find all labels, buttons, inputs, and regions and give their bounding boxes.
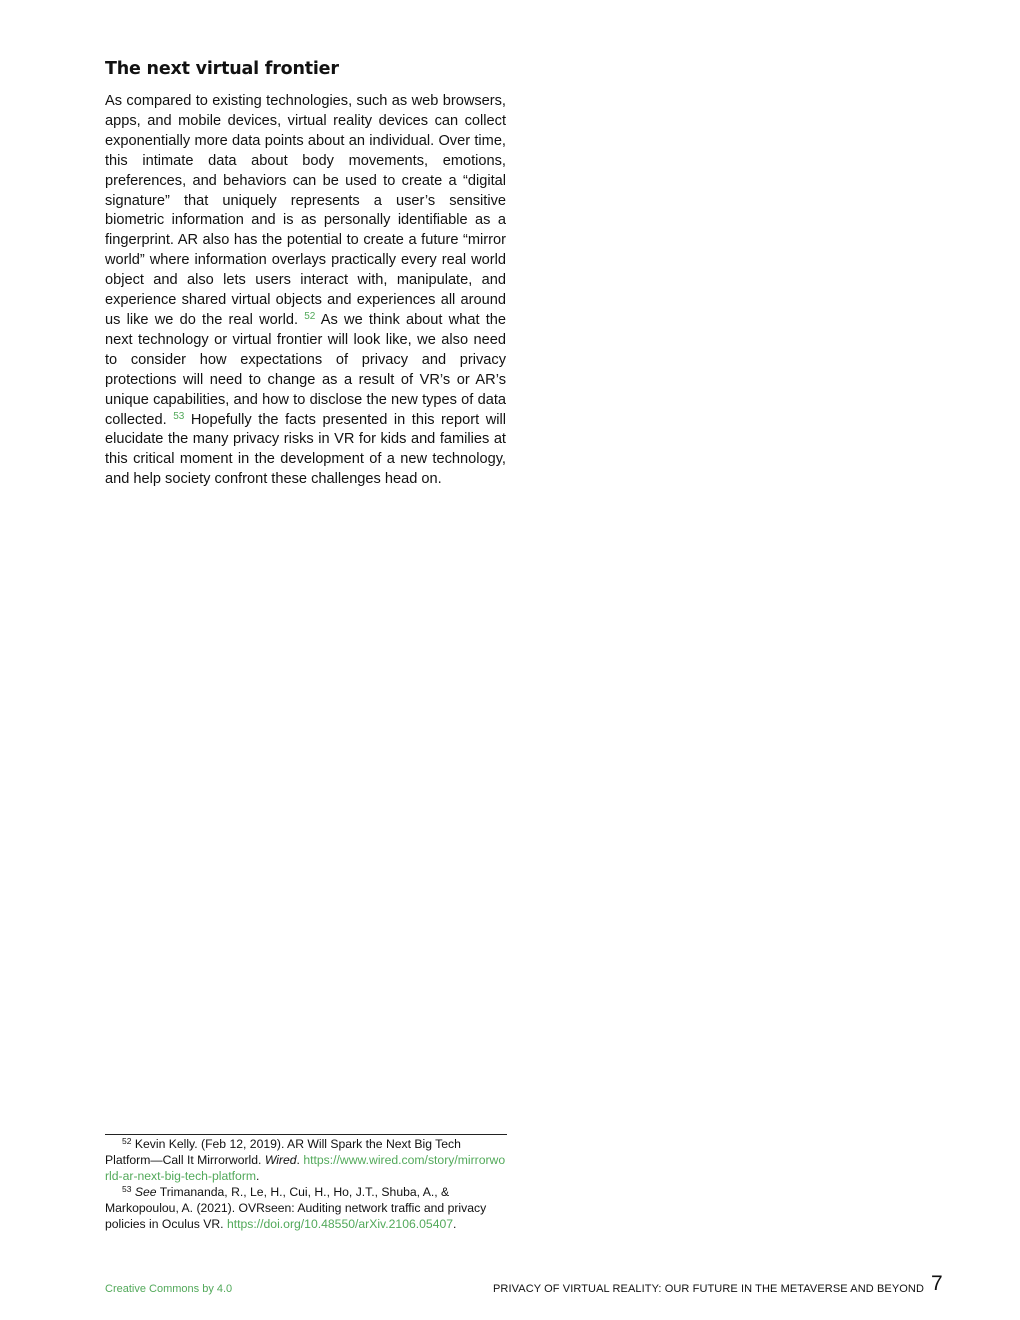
footnotes — [105, 1136, 507, 1232]
license-link[interactable]: Creative Commons by 4.0 — [105, 1283, 233, 1295]
body-text-part-2: As we think about what the next technology or virtual frontier will look like, we also need to consider how expectations of privacy and privacy protections will need to change as a result of VR’s or AR’s unique capabilities, and how to disclose the new types of data collected. — [105, 311, 507, 428]
running-title: PRIVACY OF VIRTUAL REALITY: OUR FUTURE IN THE METAVERSE AND BEYOND — [493, 1283, 924, 1295]
footnote-see: See — [134, 1185, 157, 1199]
footnote-52: $^{52}$ Kevin Kelly. (Feb 12, 2019). AR Will Spark the Next Big Tech Platform—Call It Mirrorworld. Wired. https://www.wired.com/story/mirrorworld-ar-next-big-tech-platform. — [105, 1136, 506, 1183]
footnote-ref-53[interactable]: 53 — [173, 410, 185, 422]
body-text-part-1: As compared to existing technologies, such as web browsers, apps, and mobile devices, virtual reality devices can collect exponentially more data points about an individual. Over time, this intimate data about body movements, emotions, preferences, and behaviors can be used to create a “digital signature” that uniquely represents a user’s sensitive biometric information and is as personally identifiable as a fingerprint. AR also has the potential to create a future “mirror world” where information overlays practically every real world object and also lets users interact with, manipulate, and experience shared virtual objects and experiences all around us like we do the real world. — [105, 93, 506, 328]
footnote-text: Trimananda, R., Le, H., Cui, H., Ho, J.T., Shuba, A., & Markopoulou, A. (2021). OVRseen: Auditing network traffic and privacy policies in Oculus VR. — [105, 1185, 487, 1231]
footnote-number: 53 — [122, 1184, 132, 1194]
footnote-source: Wired — [264, 1153, 297, 1167]
body-paragraph — [105, 92, 506, 490]
page-number: 7 — [931, 1272, 943, 1295]
footnote-53: $^{53}$ See Trimananda, R., Le, H., Cui, H., Ho, J.T., Shuba, A., & Markopoulou, A. (2021). OVRseen: Auditing network traffic and privacy policies in Oculus VR. https://doi.org/10.48550/arXiv.2106.05407. — [105, 1184, 487, 1231]
footnote-number: 52 — [122, 1136, 132, 1146]
section-heading: The next virtual frontier — [105, 59, 339, 79]
footnote-link[interactable]: https://doi.org/10.48550/arXiv.2106.05407 — [226, 1217, 454, 1231]
footnote-divider — [105, 1134, 507, 1135]
footnote-text: Kevin Kelly. (Feb 12, 2019). AR Will Spark the Next Big Tech Platform—Call It Mirrorworld. — [105, 1137, 461, 1167]
footnote-ref-52[interactable]: 52 — [304, 310, 316, 322]
body-text-part-3: Hopefully the facts presented in this report will elucidate the many privacy risks in VR for kids and families at this critical moment in the development of a new technology, and help society confront these challenges head on. — [105, 411, 506, 488]
footnote-link[interactable]: https://www.wired.com/story/mirrorworld-ar-next-big-tech-platform — [105, 1153, 506, 1183]
